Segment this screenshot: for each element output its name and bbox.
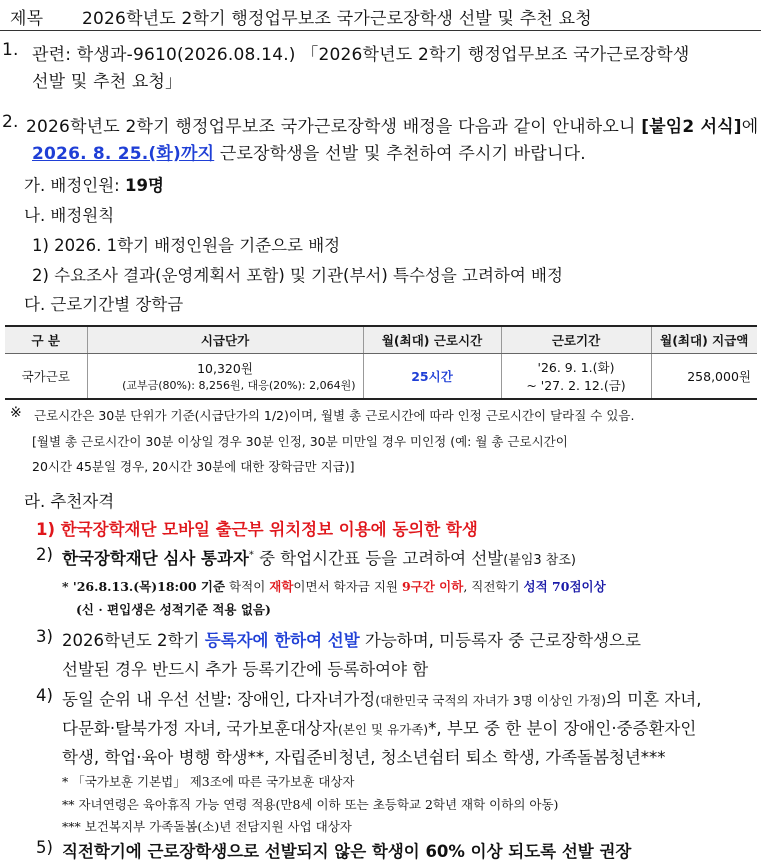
title-label: 제목 <box>10 9 44 29</box>
note-line3: 20시간 45분일 경우, 20시간 30분에 대한 장학금만 지급)] <box>32 459 355 474</box>
note-mark: ※ <box>10 405 22 421</box>
criterion-3-emphasis: 등록자에 한하여 선발 <box>204 631 360 650</box>
criterion-1: 1) 한국장학재단 모바일 출근부 위치정보 이용에 동의한 학생 <box>36 520 478 539</box>
criterion-3 <box>62 627 641 651</box>
criterion-5: 직전학기에 근로장학생으로 선발되지 않은 학생이 60% 이상 되도록 선발 권장 <box>62 842 632 861</box>
criterion-4-line3: 학생, 학업·육아 병행 학생**, 자립준비청년, 청소년쉼터 퇴소 학생, 가족돌봄청년*** <box>62 748 666 767</box>
item2-line1 <box>26 112 758 137</box>
item2-text: 2026학년도 2학기 행정업무보조 국가근로장학생 배정을 다음과 같이 안내하오니 <box>26 117 642 137</box>
header-period: 근로기간 <box>501 326 651 354</box>
note-text-b: 이면서 학자금 지원 <box>293 579 402 594</box>
criterion-2-asterisk: * <box>248 549 254 561</box>
criterion-5-number: 5) <box>36 838 53 857</box>
criterion-2-number: 2) <box>36 545 53 564</box>
document-title: 2026학년도 2학기 행정업무보조 국가근로장학생 선발 및 추천 요청 <box>82 9 592 29</box>
item1-number: 1. <box>2 40 19 60</box>
item1-line2: 선발 및 추천 요청」 <box>32 72 183 92</box>
criterion-3-number: 3) <box>36 627 53 646</box>
criterion-3-text-b: 가능하며, 미등록자 중 근로장학생으로 <box>359 631 641 650</box>
criterion-2 <box>62 545 576 569</box>
criterion-4-l2a: 다문화·탈북가정 자녀, 국가보훈대상자 <box>62 719 339 738</box>
criterion-4-l2s: (본인 및 유가족) <box>338 722 429 737</box>
note-text-a: 학적이 <box>225 579 270 594</box>
section-na: 나. 배정원칙 <box>24 206 115 225</box>
wage-detail: (교부금(80%): 8,256원, 대응(20%): 2,064원) <box>122 379 356 392</box>
criterion-4-number: 4) <box>36 686 53 705</box>
note-line2: [월별 총 근로시간이 30분 이상일 경우 30분 인정, 30분 미만일 경우 미인정 (예: 월 총 근로시간이 <box>32 434 568 449</box>
item2-line2-text: 근로장학생을 선발 및 추천하여 주시기 바랍니다. <box>214 144 586 164</box>
scholarship-table <box>5 325 757 400</box>
item2-line2 <box>32 139 586 164</box>
note-line1: 근로시간은 30분 단위가 기준(시급단가의 1/2)이며, 월별 총 근로시간에 따라 인정 근로시간이 달라질 수 있음. <box>34 408 635 423</box>
criterion-3-line2: 선발된 경우 반드시 추가 등록기간에 등록하여야 함 <box>62 660 429 679</box>
item2-number: 2. <box>2 112 19 132</box>
cell-type: 국가근로 <box>5 354 87 400</box>
criterion-2-text: 중 학업시간표 등을 고려하여 선발 <box>253 549 504 568</box>
criterion-3-text-a: 2026학년도 2학기 <box>62 631 205 650</box>
item2-suffix: 에 <box>741 117 759 137</box>
header-wage: 시급단가 <box>87 326 363 354</box>
table-header <box>5 326 757 354</box>
header-type: 구 분 <box>5 326 87 354</box>
cell-amount: 258,000원 <box>651 354 757 400</box>
note-base-date: * '26.8.13.(목)18:00 기준 <box>62 579 226 594</box>
table-row <box>5 354 757 400</box>
footnote-3: *** 보건복지부 가족돌봄(소)년 전담지원 사업 대상자 <box>62 819 352 834</box>
title-row <box>0 0 761 31</box>
criterion-4-line2 <box>62 715 696 739</box>
criterion-4-line1 <box>62 686 701 710</box>
footnote-2: ** 자녀연령은 육아휴직 가능 연령 적용(만8세 이하 또는 초등학교 2학년 재학 이하의 아동) <box>62 797 559 812</box>
section-ga <box>24 172 164 196</box>
ga-value: 19명 <box>125 176 164 195</box>
criterion-2-note <box>62 577 606 595</box>
attachment-ref: [붙임2 서식] <box>641 117 742 137</box>
section-da: 다. 근로기간별 장학금 <box>24 295 184 314</box>
cell-period <box>501 354 651 400</box>
note-grade: 성적 70점이상 <box>523 579 606 594</box>
wage-value: 10,320원 <box>197 361 253 376</box>
cell-hours: 25시간 <box>363 354 501 400</box>
criterion-4-l1s: (대한민국 국적의 자녀가 3명 이상인 가정) <box>375 693 607 708</box>
criterion-2-bold: 한국장학재단 심사 통과자 <box>62 549 249 568</box>
criterion-2-note2: (신 · 편입생은 성적기준 적용 없음) <box>76 602 271 617</box>
criterion-4-l1a: 동일 순위 내 우선 선발: 장애인, 다자녀가정 <box>62 690 376 709</box>
cell-wage <box>87 354 363 400</box>
header-amount: 월(최대) 지급액 <box>651 326 757 354</box>
note-bracket: 9구간 이하 <box>401 579 464 594</box>
na-principle-1: 1) 2026. 1학기 배정인원을 기준으로 배정 <box>32 236 341 255</box>
note-text-c: , 직전학기 <box>463 579 524 594</box>
na-principle-2: 2) 수요조사 결과(운영계획서 포함) 및 기관(부서) 특수성을 고려하여 배정 <box>32 266 563 285</box>
ga-label: 가. 배정인원: <box>24 176 125 195</box>
period-start: '26. 9. 1.(화) <box>537 360 615 375</box>
criterion-4-l1b: 의 미혼 자녀, <box>606 690 702 709</box>
header-hours: 월(최대) 근로시간 <box>363 326 501 354</box>
footnote-1: * 「국가보훈 기본법」 제3조에 따른 국가보훈 대상자 <box>62 774 355 789</box>
item1-line1: 관련: 학생과-9610(2026.08.14.) 「2026학년도 2학기 행정업무보조 국가근로장학생 <box>32 45 690 65</box>
section-ra: 라. 추천자격 <box>24 492 115 511</box>
deadline: 2026. 8. 25.(화)까지 <box>32 144 215 164</box>
period-end: ~ '27. 2. 12.(금) <box>526 378 626 393</box>
criterion-2-ref: (붙임3 참조) <box>503 553 576 568</box>
note-enrolled: 재학 <box>269 579 294 594</box>
criterion-4-l2b: *, 부모 중 한 분이 장애인·중증환자인 <box>428 719 697 738</box>
